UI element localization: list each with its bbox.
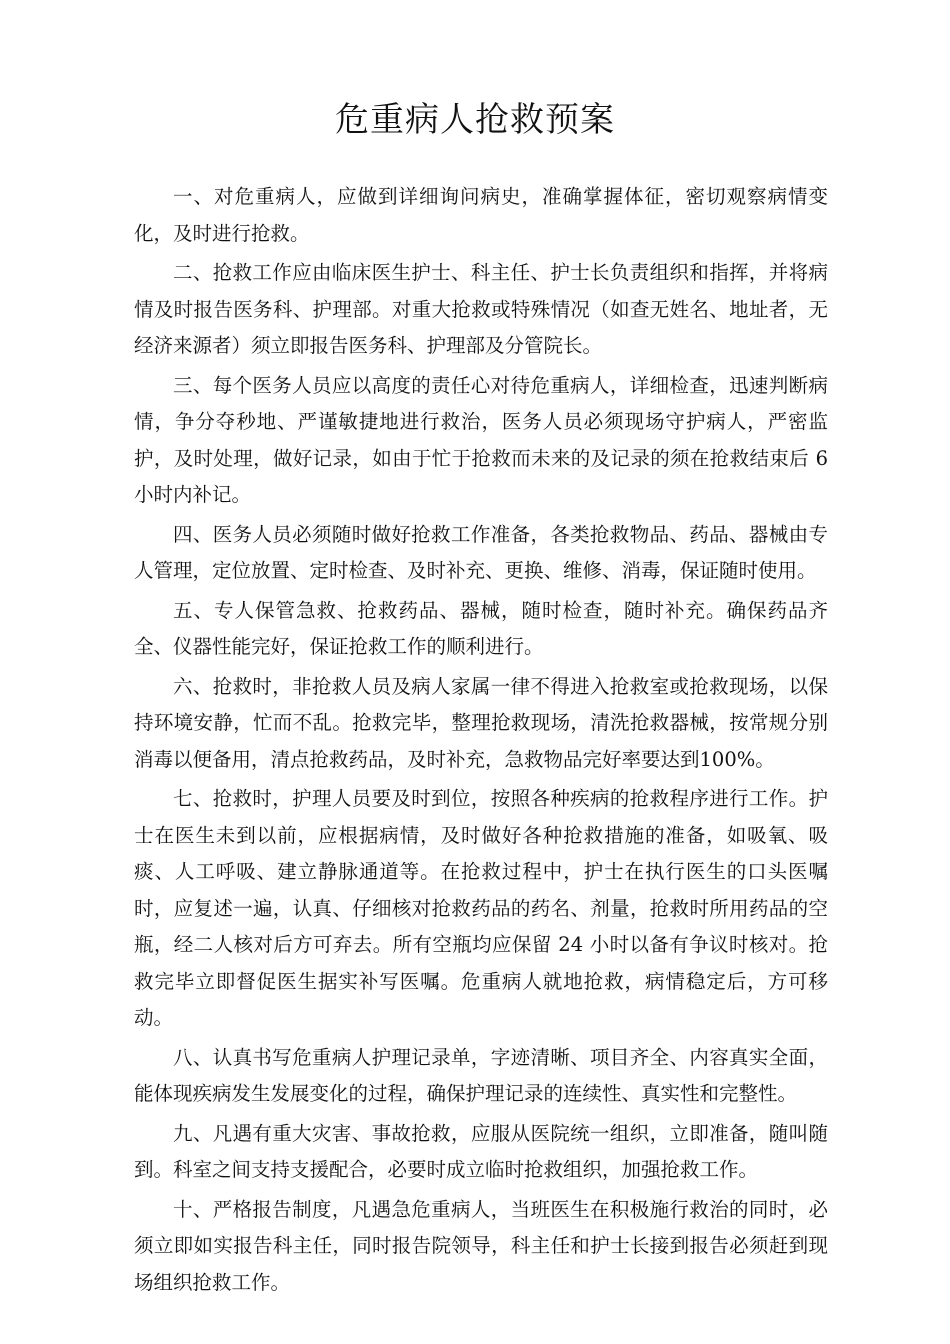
paragraph-6: 六、抢救时，非抢救人员及病人家属一律不得进入抢救室或抢救现场，以保持环境安静，忙而不乱。抢救完毕，整理抢救现场，清洗抢救器械，按常规分别消毒以便备用，清点抢救药品，及时补充，急救物品完好率要达到100%。 (134, 674, 828, 771)
paragraph-4: 四、医务人员必须随时做好抢救工作准备，各类抢救物品、药品、器械由专人管理，定位放置、定时检查、及时补充、更换、维修、消毒，保证随时使用。 (134, 522, 828, 582)
document-body (134, 179, 828, 1304)
paragraph-5: 五、专人保管急救、抢救药品、器械，随时检查，随时补充。确保药品齐全、仪器性能完好，保证抢救工作的顺利进行。 (134, 598, 828, 658)
paragraph-1: 一、对危重病人，应做到详细询问病史，准确掌握体征，密切观察病情变化，及时进行抢救。 (134, 185, 828, 245)
document-title: 危重病人抢救预案 (335, 100, 615, 140)
paragraph-2: 二、抢救工作应由临床医生护士、科主任、护士长负责组织和指挥，并将病情及时报告医务科、护理部。对重大抢救或特殊情况（如查无姓名、地址者，无经济来源者）须立即报告医务科、护理部及分管院长。 (134, 261, 828, 357)
paragraph-9: 九、凡遇有重大灾害、事故抢救，应服从医院统一组织，立即准备，随叫随到。科室之间支持支援配合，必要时成立临时抢救组织，加强抢救工作。 (134, 1121, 828, 1181)
paragraph-3: 三、每个医务人员应以高度的责任心对待危重病人，详细检查，迅速判断病情，争分夺秒地、严谨敏捷地进行救治，医务人员必须现场守护病人，严密监护，及时处理，做好记录，如由于忙于抢救而未来的及记录的须在抢救结束后 6 小时内补记。 (134, 373, 828, 506)
paragraph-8: 八、认真书写危重病人护理记录单，字迹清晰、项目齐全、内容真实全面，能体现疾病发生发展变化的过程，确保护理记录的连续性、真实性和完整性。 (134, 1045, 828, 1105)
paragraph-10: 十、严格报告制度，凡遇急危重病人，当班医生在积极施行救治的同时，必须立即如实报告科主任，同时报告院领导，科主任和护士长接到报告必须赶到现场组织抢救工作。 (134, 1197, 828, 1294)
paragraph-7: 七、抢救时，护理人员要及时到位，按照各种疾病的抢救程序进行工作。护士在医生未到以前，应根据病情，及时做好各种抢救措施的准备，如吸氧、吸痰、人工呼吸、建立静脉通道等。在抢救过程中，护士在执行医生的口头医嘱时，应复述一遍，认真、仔细核对抢救药品的药名、剂量，抢救时所用药品的空瓶，经二人核对后方可弃去。所有空瓶均应保留 24 小时以备有争议时核对。抢救完毕立即督促医生据实补写医嘱。危重病人就地抢救，病情稳定后，方可移动。 (134, 787, 828, 1029)
